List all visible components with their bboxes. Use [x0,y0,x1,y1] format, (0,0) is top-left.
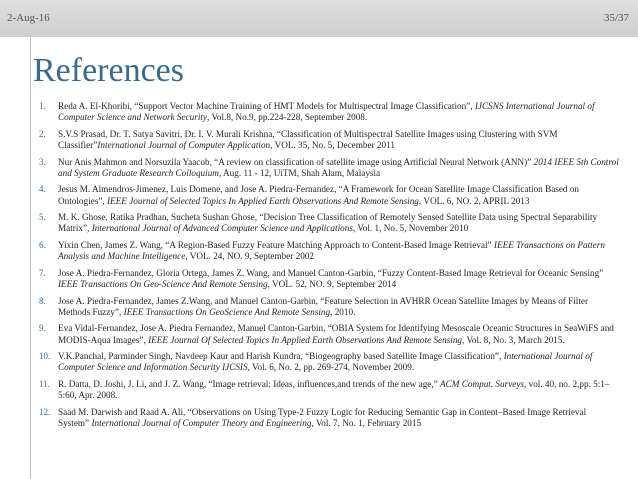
reference-number: 9. [39,323,46,334]
reference-item [39,351,619,373]
reference-details: , VOL. 35, No. 5, December 2011 [270,140,395,150]
reference-publication: IEEE Journal Of Selected Topics In Applied Earth Observations And Remote Sensing [148,334,463,345]
reference-list [39,101,619,435]
reference-main-text: S.V.S Prasad, Dr. T. Satya Savitri, Dr. I. V. Murali Krishna, “Classification of Multispectral Satellite Images using Clustering with SVM Classifier” [58,128,558,150]
reference-number: 8. [39,295,46,306]
reference-item [39,268,619,290]
reference-text [58,268,619,290]
reference-item [39,129,619,151]
reference-text [58,379,619,401]
reference-publication: IEEE Transactions On GeoScience And Remote Sensing [123,306,331,317]
reference-publication: 2014 IEEE 5th Control and System Graduate Research Colloquium [58,156,619,178]
reference-main-text: Saad M. Darwish and Raad A. Ali, “Observations on Using Type-2 Fuzzy Logic for Reducing Semantic Gap in Content–Based Image Retrieval System” [58,406,587,428]
reference-text [58,212,619,234]
reference-number: 11. [39,378,50,389]
reference-text [58,407,619,429]
reference-details: , VOL. 24, NO. 9, September 2002 [185,251,315,262]
reference-details: , Vol. 1, No. 5, November 2010 [352,223,469,234]
reference-publication: IJCSNS International Journal of Computer Science and Network Security [58,101,595,123]
reference-publication: ACM Comput. Surveys [440,378,524,389]
reference-text [58,323,619,345]
reference-details: , vol. 40, no. 2,pp. 5:1–5:60, Apr. 2008. [58,378,610,401]
reference-number: 7. [39,267,46,278]
reference-publication: International Journal of Computer Theory and Engineering [91,417,312,428]
reference-publication: IEEE Transactions On Geo-Science And Remote Sensing [58,278,268,289]
reference-main-text: Yixin Chen, James Z. Wang, “A Region-Based Fuzzy Feature Matching Approach to Content-Based Image Retrieval” [58,239,494,250]
reference-main-text: M. K. Ghose, Ratika Pradhan, Sucheta Sushan Ghose, “Decision Tree Classification of Remotely Sensed Satellite Data using Spectral Separability Matrix”, [58,212,598,234]
reference-text [58,157,619,179]
slide-date: 2-Aug-16 [7,12,50,24]
reference-details: , VOL. 52, NO. 9, September 2014 [267,278,397,289]
vertical-accent-line [30,37,31,479]
reference-details: , Vol. 6, No. 2, pp. 269-274, November 2009. [247,362,415,373]
reference-details: , 2010. [330,306,356,317]
reference-item [39,379,619,401]
reference-main-text: Jose A. Piedra-Fernandez, Gloria Ortega, James Z. Wang, and Manuel Canton-Garbin, “Fuzzy Content-Based Image Retrieval for Oceanic Sensing” [58,267,604,278]
reference-item [39,323,619,345]
reference-number: 6. [39,239,46,250]
reference-details: , Vol.8, No.9, pp.224-228, September 2008. [207,112,368,123]
reference-details: , Vol. 8, No. 3, March 2015. [462,334,565,345]
reference-number: 10. [39,351,51,362]
reference-item [39,101,619,123]
reference-publication: International Journal of Computer Science and Information Security IJCSIS [58,351,593,373]
reference-item [39,157,619,179]
slide-header-bar [0,0,638,37]
reference-item [39,240,619,262]
reference-item [39,184,619,206]
reference-main-text: Eva Vidal-Fernandez, Jose A. Piedra Fernandez, Manuel Canton-Garbin, “OBIA System for Identifying Mesoscale Oceanic Structures in SeaWiFS and MODIS-Aqua Images”, [58,323,614,345]
reference-main-text: Reda A. El-Khoribi, “Support Vector Machine Training of HMT Models for Multispectral Image Classification”, [58,101,475,111]
reference-text [58,101,619,123]
reference-item [39,407,619,429]
reference-number: 12. [39,406,51,417]
reference-publication: International Journal of Advanced Computer Science and Applications [91,223,353,234]
reference-number: 3. [39,156,46,167]
reference-details: , Aug. 11 - 12, UiTM, Shah Alam, Malaysia [218,167,381,178]
reference-item [39,212,619,234]
reference-main-text: Jose A. Piedra-Fernandez, James Z.Wang, and Manuel Canton-Garbin, “Feature Selection in AVHRR Ocean Satellite Images by Means of Filter Methods Fuzzy”, [58,295,589,317]
reference-main-text: Jesus M. Almendros-Jimenez, Luis Domene, and Jose A. Piedra-Fernandez, “A Framework for Ocean Satellite Image Classification Based on Ontologies”, [58,184,580,206]
reference-text [58,240,619,262]
reference-text [58,296,619,318]
reference-item [39,296,619,318]
reference-publication: IEEE Journal of Selected Topics In Applied Earth Observations And Remote Sensing [107,195,419,206]
reference-text [58,129,619,151]
reference-publication: IEEE Transactions on Pattern Analysis and Machine Intelligence [58,239,605,262]
reference-number: 4. [39,184,46,195]
reference-main-text: Nur Anis Mahmon and Norsuzila Yaacob, “A review on classification of satellite image using Artificial Neural Network (ANN)” [58,156,534,167]
reference-main-text: R. Datta, D. Joshi, J. Li, and J. Z. Wang, “Image retrieval: Ideas, influences,and trends of the new age,” [58,378,441,389]
reference-number: 2. [39,128,46,139]
reference-publication: International Journal of Computer Application [97,140,271,150]
reference-text [58,184,619,206]
reference-details: , VOL. 6, NO. 2, APRIL 2013 [418,195,530,206]
reference-details: , Vol. 7, No. 1, February 2015 [311,417,422,428]
reference-number: 1. [39,101,46,111]
reference-number: 5. [39,212,46,223]
reference-main-text: V.K.Panchal, Parminder Singh, Navdeep Kaur and Harish Kundra, “Biogeography based Satellite Image Classification”, [58,351,504,362]
page-title: References [33,52,185,89]
reference-text [58,351,619,373]
slide-page-number: 35/37 [603,12,629,24]
